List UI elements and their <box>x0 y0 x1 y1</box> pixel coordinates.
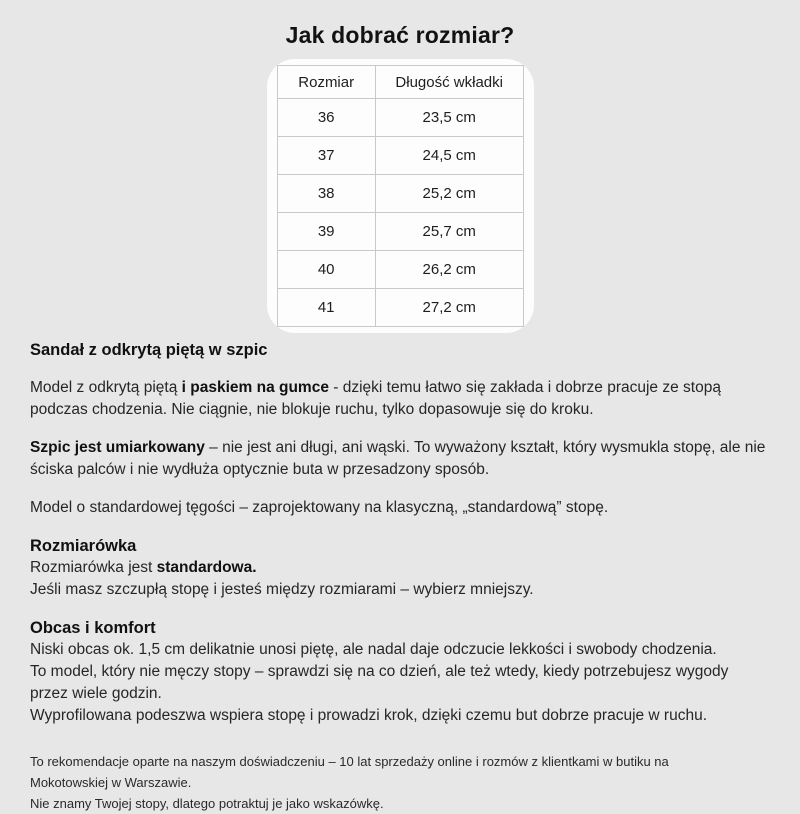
insole-length-cell: 25,2 cm <box>375 175 523 213</box>
sizing-line1-bold: standardowa. <box>156 559 257 576</box>
size-cell: 39 <box>277 213 375 251</box>
size-column-header: Rozmiar <box>277 66 375 99</box>
table-row <box>277 137 523 175</box>
heel-heading: Obcas i komfort <box>30 619 156 637</box>
fit-paragraph-pre: Model z odkrytą piętą <box>30 379 182 396</box>
toe-paragraph <box>30 437 770 481</box>
heel-line2: To model, który nie męczy stopy – sprawdzi się na co dzień, ale też wtedy, kiedy potrzebujesz wygody przez wiele godzin. <box>30 663 729 702</box>
size-cell: 37 <box>277 137 375 175</box>
insole-length-column-header: Długość wkładki <box>375 66 523 99</box>
width-paragraph: Model o standardowej tęgości – zaprojektowany na klasyczną, „standardową” stopę. <box>30 499 609 516</box>
fit-paragraph <box>30 377 770 421</box>
size-table-card <box>267 59 534 333</box>
table-row <box>277 289 523 327</box>
model-heading: Sandał z odkrytą piętą w szpic <box>30 341 268 359</box>
size-cell: 41 <box>277 289 375 327</box>
insole-length-cell: 25,7 cm <box>375 213 523 251</box>
toe-paragraph-bold: Szpic jest umiarkowany <box>30 439 205 456</box>
heel-line1: Niski obcas ok. 1,5 cm delikatnie unosi piętę, ale nadal daje odczucie lekkości i swobody chodzenia. <box>30 641 717 658</box>
size-cell: 36 <box>277 99 375 137</box>
insole-length-cell: 26,2 cm <box>375 251 523 289</box>
footer-line1: To rekomendacje oparte na naszym doświadczeniu – 10 lat sprzedaży online i rozmów z klientkami w butiku na Mokotowskiej w Warszawie. <box>30 754 669 790</box>
insole-length-cell: 23,5 cm <box>375 99 523 137</box>
fit-paragraph-post: - dzięki temu łatwo się zakłada i dobrze pracuje ze stopą podczas chodzenia. Nie ciągnie, nie blokuje ruchu, tylko dopasowuje się do kroku. <box>30 379 721 418</box>
footer-line2: Nie znamy Twojej stopy, dlatego potraktuj je jako wskazówkę. <box>30 796 384 811</box>
sizing-line2: Jeśli masz szczupłą stopę i jesteś między rozmiarami – wybierz mniejszy. <box>30 581 534 598</box>
size-cell: 40 <box>277 251 375 289</box>
size-cell: 38 <box>277 175 375 213</box>
heel-line3: Wyprofilowana podeszwa wspiera stopę i prowadzi krok, dzięki czemu but dobrze pracuje w ruchu. <box>30 707 708 724</box>
fit-paragraph-bold: i paskiem na gumce <box>181 379 329 396</box>
page-title: Jak dobrać rozmiar? <box>285 22 515 48</box>
table-row <box>277 251 523 289</box>
table-row <box>277 213 523 251</box>
insole-length-cell: 27,2 cm <box>375 289 523 327</box>
size-table-header-row <box>277 66 523 99</box>
toe-paragraph-post: – nie jest ani długi, ani wąski. To wyważony kształt, który wysmukla stopę, ale nie ściska palców i nie wydłuża optycznie buta w przesadzony sposób. <box>30 439 766 478</box>
sizing-line1 <box>30 557 770 579</box>
table-row <box>277 99 523 137</box>
insole-length-cell: 24,5 cm <box>375 137 523 175</box>
product-description <box>0 333 800 814</box>
heel-section <box>30 617 770 727</box>
sizing-heading: Rozmiarówka <box>30 537 137 555</box>
footer-note <box>30 751 770 814</box>
size-table <box>277 65 524 327</box>
table-row <box>277 175 523 213</box>
sizing-line1-pre: Rozmiarówka jest <box>30 559 157 576</box>
sizing-section <box>30 535 770 601</box>
